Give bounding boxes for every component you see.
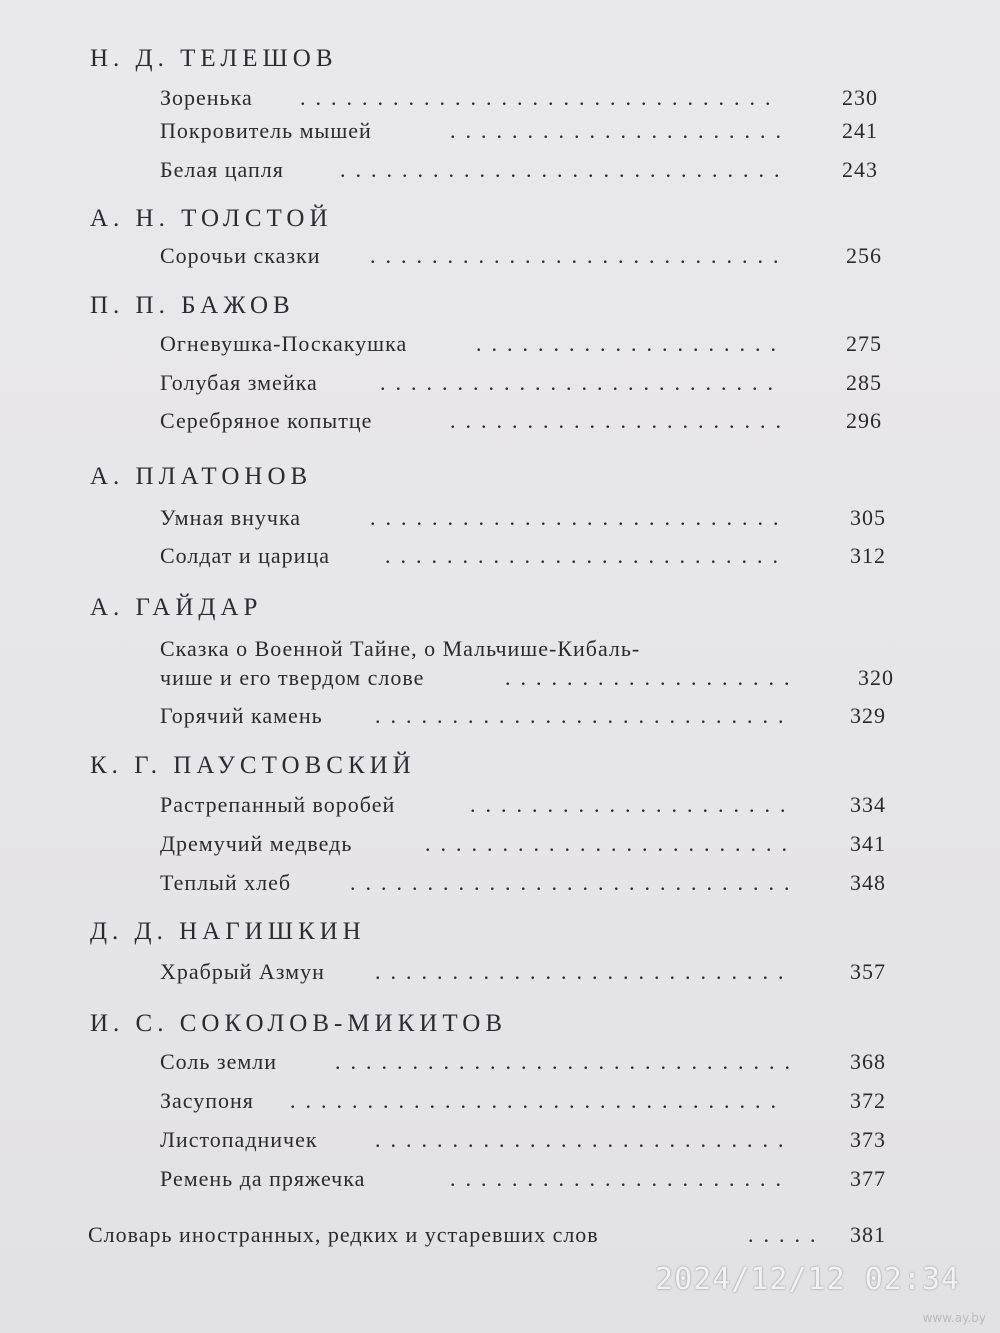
dot-leader: ..... <box>748 1222 826 1247</box>
dot-leader: .......................... <box>380 370 783 395</box>
toc-entry[interactable] <box>160 829 900 859</box>
dot-leader: .............................. <box>335 1049 800 1074</box>
entry-title: Дремучий медведь <box>160 831 353 856</box>
photo-timestamp: 2024/12/12 02:34 <box>655 1262 960 1297</box>
page-number: 357 <box>850 959 886 984</box>
entry-title: Покровитель мышей <box>160 118 372 143</box>
page-number: 377 <box>850 1166 886 1191</box>
entry-title: Умная внучка <box>160 505 302 530</box>
toc-entry[interactable] <box>160 957 900 987</box>
author-heading: Н. Д. ТЕЛЕШОВ <box>90 45 338 72</box>
entry-title: Серебряное копытце <box>160 408 373 433</box>
entry-title: Голубая змейка <box>160 370 318 395</box>
page-number: 256 <box>846 243 882 268</box>
page-number: 312 <box>850 543 886 568</box>
author-heading: А. ПЛАТОНОВ <box>90 463 313 490</box>
toc-entry[interactable] <box>160 1164 902 1194</box>
dot-leader: ........................... <box>370 505 789 530</box>
entry-title: Зоренька <box>160 85 253 110</box>
toc-entry[interactable] <box>160 329 894 359</box>
toc-entry[interactable] <box>160 241 892 271</box>
dot-leader: ............................... <box>300 85 781 110</box>
dot-leader: ............................. <box>340 157 790 182</box>
page-number: 305 <box>850 505 886 530</box>
dot-leader: ........................... <box>375 703 794 728</box>
dot-leader: ...................... <box>450 408 791 433</box>
entry-title: Теплый хлеб <box>160 870 292 895</box>
dot-leader: .......................... <box>385 543 788 568</box>
entry-title-continued: чише и его твердом слове <box>160 665 425 690</box>
author-heading: П. П. БАЖОВ <box>90 292 295 319</box>
toc-entry[interactable] <box>160 503 898 533</box>
dot-leader: ........................ <box>425 831 797 856</box>
entry-title: Сорочьи сказки <box>160 243 321 268</box>
toc-entry[interactable] <box>160 663 902 693</box>
page-number: 334 <box>850 792 886 817</box>
page-number: 241 <box>842 118 878 143</box>
entry-title: Ремень да пряжечка <box>160 1166 366 1191</box>
toc-entry[interactable] <box>160 541 898 571</box>
glossary-title: Словарь иностранных, редких и устаревших слов <box>88 1222 599 1247</box>
toc-entry[interactable] <box>160 1086 902 1116</box>
entry-title: Солдат и царица <box>160 543 330 568</box>
dot-leader: ........................... <box>370 243 789 268</box>
toc-entry[interactable] <box>160 155 890 185</box>
entry-title[interactable]: Сказка о Военной Тайне, о Мальчише-Кибаль- <box>160 636 641 661</box>
toc-entry[interactable] <box>160 368 894 398</box>
page-number: 372 <box>850 1088 886 1113</box>
entry-title: Храбрый Азмун <box>160 959 325 984</box>
page-number: 243 <box>842 157 878 182</box>
page-number: 285 <box>846 370 882 395</box>
toc-entry[interactable] <box>160 1125 902 1155</box>
page-number: 230 <box>842 85 878 110</box>
page-number: 373 <box>850 1127 886 1152</box>
author-heading: А. ГАЙДАР <box>90 594 263 621</box>
dot-leader: ...................... <box>450 1166 791 1191</box>
author-heading: А. Н. ТОЛСТОЙ <box>90 205 333 232</box>
dot-leader: ..................... <box>470 792 796 817</box>
dot-leader: ................................ <box>290 1088 786 1113</box>
toc-entry[interactable] <box>160 83 890 113</box>
dot-leader: ............................. <box>350 870 800 895</box>
page-number: 348 <box>850 870 886 895</box>
page-number: 275 <box>846 331 882 356</box>
page-number: 329 <box>850 703 886 728</box>
entry-title: Горячий камень <box>160 703 323 728</box>
site-watermark: www.ay.by <box>922 1311 986 1325</box>
toc-entry[interactable] <box>160 701 900 731</box>
page-number: 296 <box>846 408 882 433</box>
page-number: 341 <box>850 831 886 856</box>
page-number: 381 <box>850 1222 886 1247</box>
entry-title: Белая цапля <box>160 157 284 182</box>
dot-leader: ................... <box>505 665 800 690</box>
dot-leader: ........................... <box>375 959 794 984</box>
dot-leader: .................... <box>476 331 786 356</box>
entry-title: Соль земли <box>160 1049 278 1074</box>
entry-title: Растрепанный воробей <box>160 792 396 817</box>
glossary-entry[interactable] <box>88 1220 900 1250</box>
toc-entry[interactable] <box>160 868 900 898</box>
dot-leader: ...................... <box>450 118 791 143</box>
toc-entry[interactable] <box>160 116 890 146</box>
page-number: 320 <box>858 665 894 690</box>
entry-title: Огневушка-Поскакушка <box>160 331 408 356</box>
toc-entry[interactable] <box>160 790 900 820</box>
author-heading: И. С. СОКОЛОВ-МИКИТОВ <box>90 1010 508 1037</box>
entry-title: Засупоня <box>160 1088 254 1113</box>
author-heading: Д. Д. НАГИШКИН <box>90 918 366 945</box>
toc-entry[interactable] <box>160 1047 902 1077</box>
toc-entry[interactable] <box>160 406 894 436</box>
author-heading: К. Г. ПАУСТОВСКИЙ <box>90 752 416 779</box>
dot-leader: ........................... <box>375 1127 794 1152</box>
entry-title: Листопадничек <box>160 1127 318 1152</box>
page-number: 368 <box>850 1049 886 1074</box>
